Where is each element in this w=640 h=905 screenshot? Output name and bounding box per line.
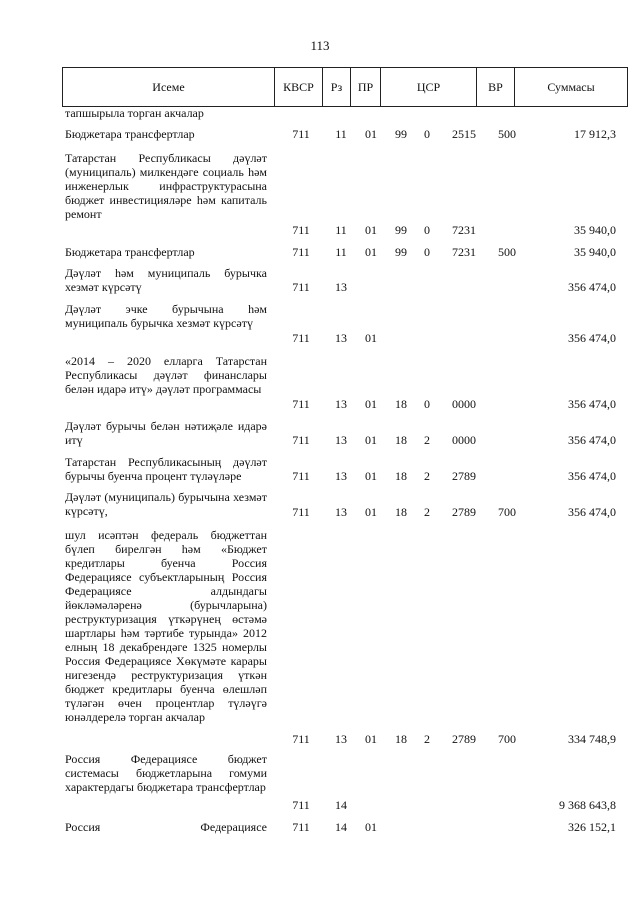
header-name: Исеме (63, 68, 275, 106)
row-pr: 01 (365, 127, 377, 141)
row-vr: 700 (498, 732, 516, 746)
row-csr-c: 7231 (452, 223, 476, 237)
row-sum: 356 474,0 (568, 505, 616, 519)
row-vr: 700 (498, 505, 516, 519)
row-name: Россия Федерациясе бюджет системасы бюджетларына гомуми характердагы бюджетара трансфертлар (65, 752, 267, 794)
row-kvsr: 711 (292, 245, 310, 259)
header-vr: ВР (477, 68, 515, 106)
row-csr-a: 18 (395, 732, 407, 746)
row-sum: 356 474,0 (568, 433, 616, 447)
row-csr-a: 99 (395, 223, 407, 237)
row-pr: 01 (365, 732, 377, 746)
row-sum: 35 940,0 (574, 223, 616, 237)
row-csr-a: 99 (395, 127, 407, 141)
row-name: Россия Федерациясе (65, 820, 267, 834)
row-name: Татарстан Республикасының дәүләт бурычы буенча процент түләүләре (65, 455, 267, 483)
row-csr-b: 0 (424, 127, 430, 141)
header-sum: Суммасы (547, 79, 595, 94)
row-pr: 01 (365, 433, 377, 447)
row-csr-c: 7231 (452, 245, 476, 259)
row-name: Татарстан Республикасы дәүләт (муниципаль) милкендәге социаль һәм инженерлык инфраструктурасына бюджет инвестицияләре һәм капиталь ремонт (65, 151, 267, 221)
row-csr-a: 18 (395, 469, 407, 483)
row-sum: 9 368 643,8 (559, 798, 616, 812)
row-kvsr: 711 (292, 397, 310, 411)
row-pr: 01 (365, 223, 377, 237)
row-pr: 01 (365, 820, 377, 834)
header-kvsr: КВСР (275, 68, 323, 106)
row-sum: 356 474,0 (568, 397, 616, 411)
row-rz: 13 (335, 397, 347, 411)
row-csr-a: 18 (395, 433, 407, 447)
row-pr: 01 (365, 469, 377, 483)
row-rz: 14 (335, 820, 347, 834)
header-csr: ЦСР (381, 68, 477, 106)
row-csr-a: 99 (395, 245, 407, 259)
row-name: Дәүләт (муниципаль) бурычына хезмәт күрсәтү, (65, 490, 267, 518)
row-sum: 356 474,0 (568, 280, 616, 294)
row-csr-b: 2 (424, 433, 430, 447)
row-kvsr: 711 (292, 280, 310, 294)
row-rz: 11 (335, 223, 347, 237)
row-name: Бюджетара трансфертлар (65, 245, 195, 259)
row-kvsr: 711 (292, 127, 310, 141)
row-csr-c: 2789 (452, 469, 476, 483)
row-sum: 17 912,3 (574, 127, 616, 141)
row-sum: 35 940,0 (574, 245, 616, 259)
row-csr-c: 0000 (452, 433, 476, 447)
row-sum: 334 748,9 (568, 732, 616, 746)
row-vr: 500 (498, 127, 516, 141)
row-rz: 13 (335, 469, 347, 483)
row-pr: 01 (365, 245, 377, 259)
row-name: Бюджетара трансфертлар (65, 127, 195, 141)
row-kvsr: 711 (292, 469, 310, 483)
row-pr: 01 (365, 505, 377, 519)
row-kvsr: 711 (292, 223, 310, 237)
row-kvsr: 711 (292, 732, 310, 746)
row-csr-a: 18 (395, 397, 407, 411)
row-name: Дәүләт һәм муниципаль бурычка хезмәт күрсәтү (65, 266, 267, 294)
row-csr-b: 0 (424, 245, 430, 259)
row-name: Дәүләт бурычы белән нәтиҗәле идарә итү (65, 419, 267, 447)
row-csr-a: 18 (395, 505, 407, 519)
row-csr-b: 0 (424, 397, 430, 411)
row-kvsr: 711 (292, 331, 310, 345)
row-rz: 11 (335, 245, 347, 259)
row-csr-b: 0 (424, 223, 430, 237)
row-csr-b: 2 (424, 469, 430, 483)
row-rz: 13 (335, 331, 347, 345)
row-csr-b: 2 (424, 505, 430, 519)
row-rz: 13 (335, 732, 347, 746)
row-kvsr: 711 (292, 505, 310, 519)
row-sum: 326 152,1 (568, 820, 616, 834)
row-csr-c: 2789 (452, 505, 476, 519)
row-name: Дәүләт эчке бурычына һәм муниципаль бурычка хезмәт күрсәтү (65, 302, 267, 330)
row-name: шул исәптән федераль бюджеттан бүлеп бирелгән һәм «Бюджет кредитлары буенча Россия Федерациясе субъектларының Россия Федерациясе алдындагы йөкләмәләренә (бурычларына) реструктуризация үткәрүнең өстәмә шартлары һәм тәртибе турында» 2012 елның 18 декабрендәге 1325 номерлы Россия Федерациясе Хөкүмәте карары нигезендә реструктуризация үткән бюджет кредитлары буенча өлешләп түләгән өчен процентлар түләүгә юнәлдерелә торган акчалар (65, 528, 267, 724)
row-rz: 13 (335, 433, 347, 447)
row-csr-c: 0000 (452, 397, 476, 411)
row-sum: 356 474,0 (568, 331, 616, 345)
row-kvsr: 711 (292, 433, 310, 447)
table-header (62, 67, 628, 107)
page-number: 113 (310, 38, 330, 53)
header-pr: ПР (351, 68, 381, 106)
row-sum: 356 474,0 (568, 469, 616, 483)
row-pr: 01 (365, 397, 377, 411)
row-name: «2014 – 2020 елларга Татарстан Республикасы дәүләт финанслары белән идарә итү» дәүләт программасы (65, 354, 267, 396)
row-pr: 01 (365, 331, 377, 345)
row-csr-c: 2515 (452, 127, 476, 141)
row-vr: 500 (498, 245, 516, 259)
row-rz: 11 (335, 127, 347, 141)
row-kvsr: 711 (292, 820, 310, 834)
row-rz: 13 (335, 280, 347, 294)
header-rz: Рз (323, 68, 351, 106)
row-rz: 13 (335, 505, 347, 519)
row-csr-c: 2789 (452, 732, 476, 746)
row-kvsr: 711 (292, 798, 310, 812)
row-name: тапшырыла торган акчалар (65, 106, 204, 120)
row-rz: 14 (335, 798, 347, 812)
row-csr-b: 2 (424, 732, 430, 746)
